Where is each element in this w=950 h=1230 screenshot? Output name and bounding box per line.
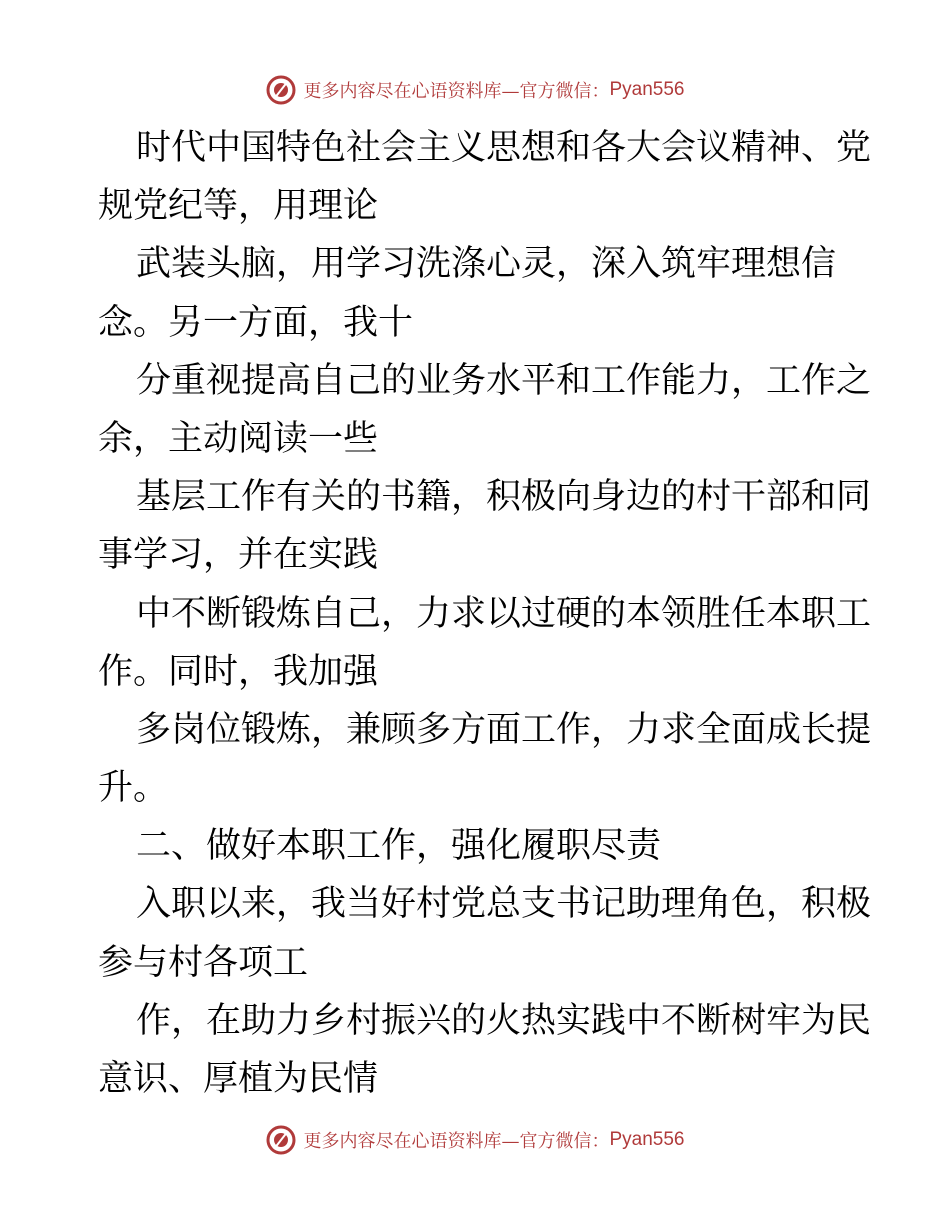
text-line: 作，在助力乡村振兴的火热实践中不断树牢为民: [136, 1000, 872, 1041]
text-line: 意识、厚植为民情: [98, 1059, 379, 1099]
text-line: 参与村各项工: [98, 942, 309, 983]
text-line: 基层工作有关的书籍，积极向身边的村干部和同: [136, 477, 872, 518]
text-line: 升。: [98, 768, 169, 809]
text-line: 时代中国特色社会主义思想和各大会议精神、党: [136, 128, 872, 168]
footer-banner: [0, 1120, 950, 1160]
text-line: 入职以来，我当好村党总支书记助理角色，积极: [136, 884, 872, 925]
text-line: 多岗位锻炼，兼顾多方面工作，力求全面成长提: [136, 709, 872, 750]
banner-wechat-id: Pyan556: [609, 1129, 685, 1150]
header-banner: [0, 70, 950, 110]
section-heading: 二、做好本职工作，强化履职尽责: [136, 826, 662, 867]
banner-label: 更多内容尽在心语资料库—官方微信：: [303, 1131, 610, 1152]
seal-logo-icon: [265, 1124, 297, 1156]
text-line: 事学习，并在实践: [98, 535, 379, 576]
seal-logo-icon: [265, 74, 297, 106]
text-line: 作。同时，我加强: [98, 651, 379, 692]
banner-wechat-id: Pyan556: [609, 79, 685, 100]
banner-label: 更多内容尽在心语资料库—官方微信：: [303, 81, 610, 102]
text-line: 中不断锻炼自己，力求以过硬的本领胜任本职工: [136, 593, 872, 634]
text-line: 分重视提高自己的业务水平和工作能力，工作之: [136, 360, 872, 401]
text-line: 余，主动阅读一些: [98, 418, 379, 459]
text-line: 念。另一方面，我十: [98, 302, 414, 343]
body-text: [98, 119, 872, 1108]
text-line: 武装头脑，用学习洗涤心灵，深入筑牢理想信: [136, 244, 837, 285]
text-line: 规党纪等，用理论: [98, 186, 379, 227]
